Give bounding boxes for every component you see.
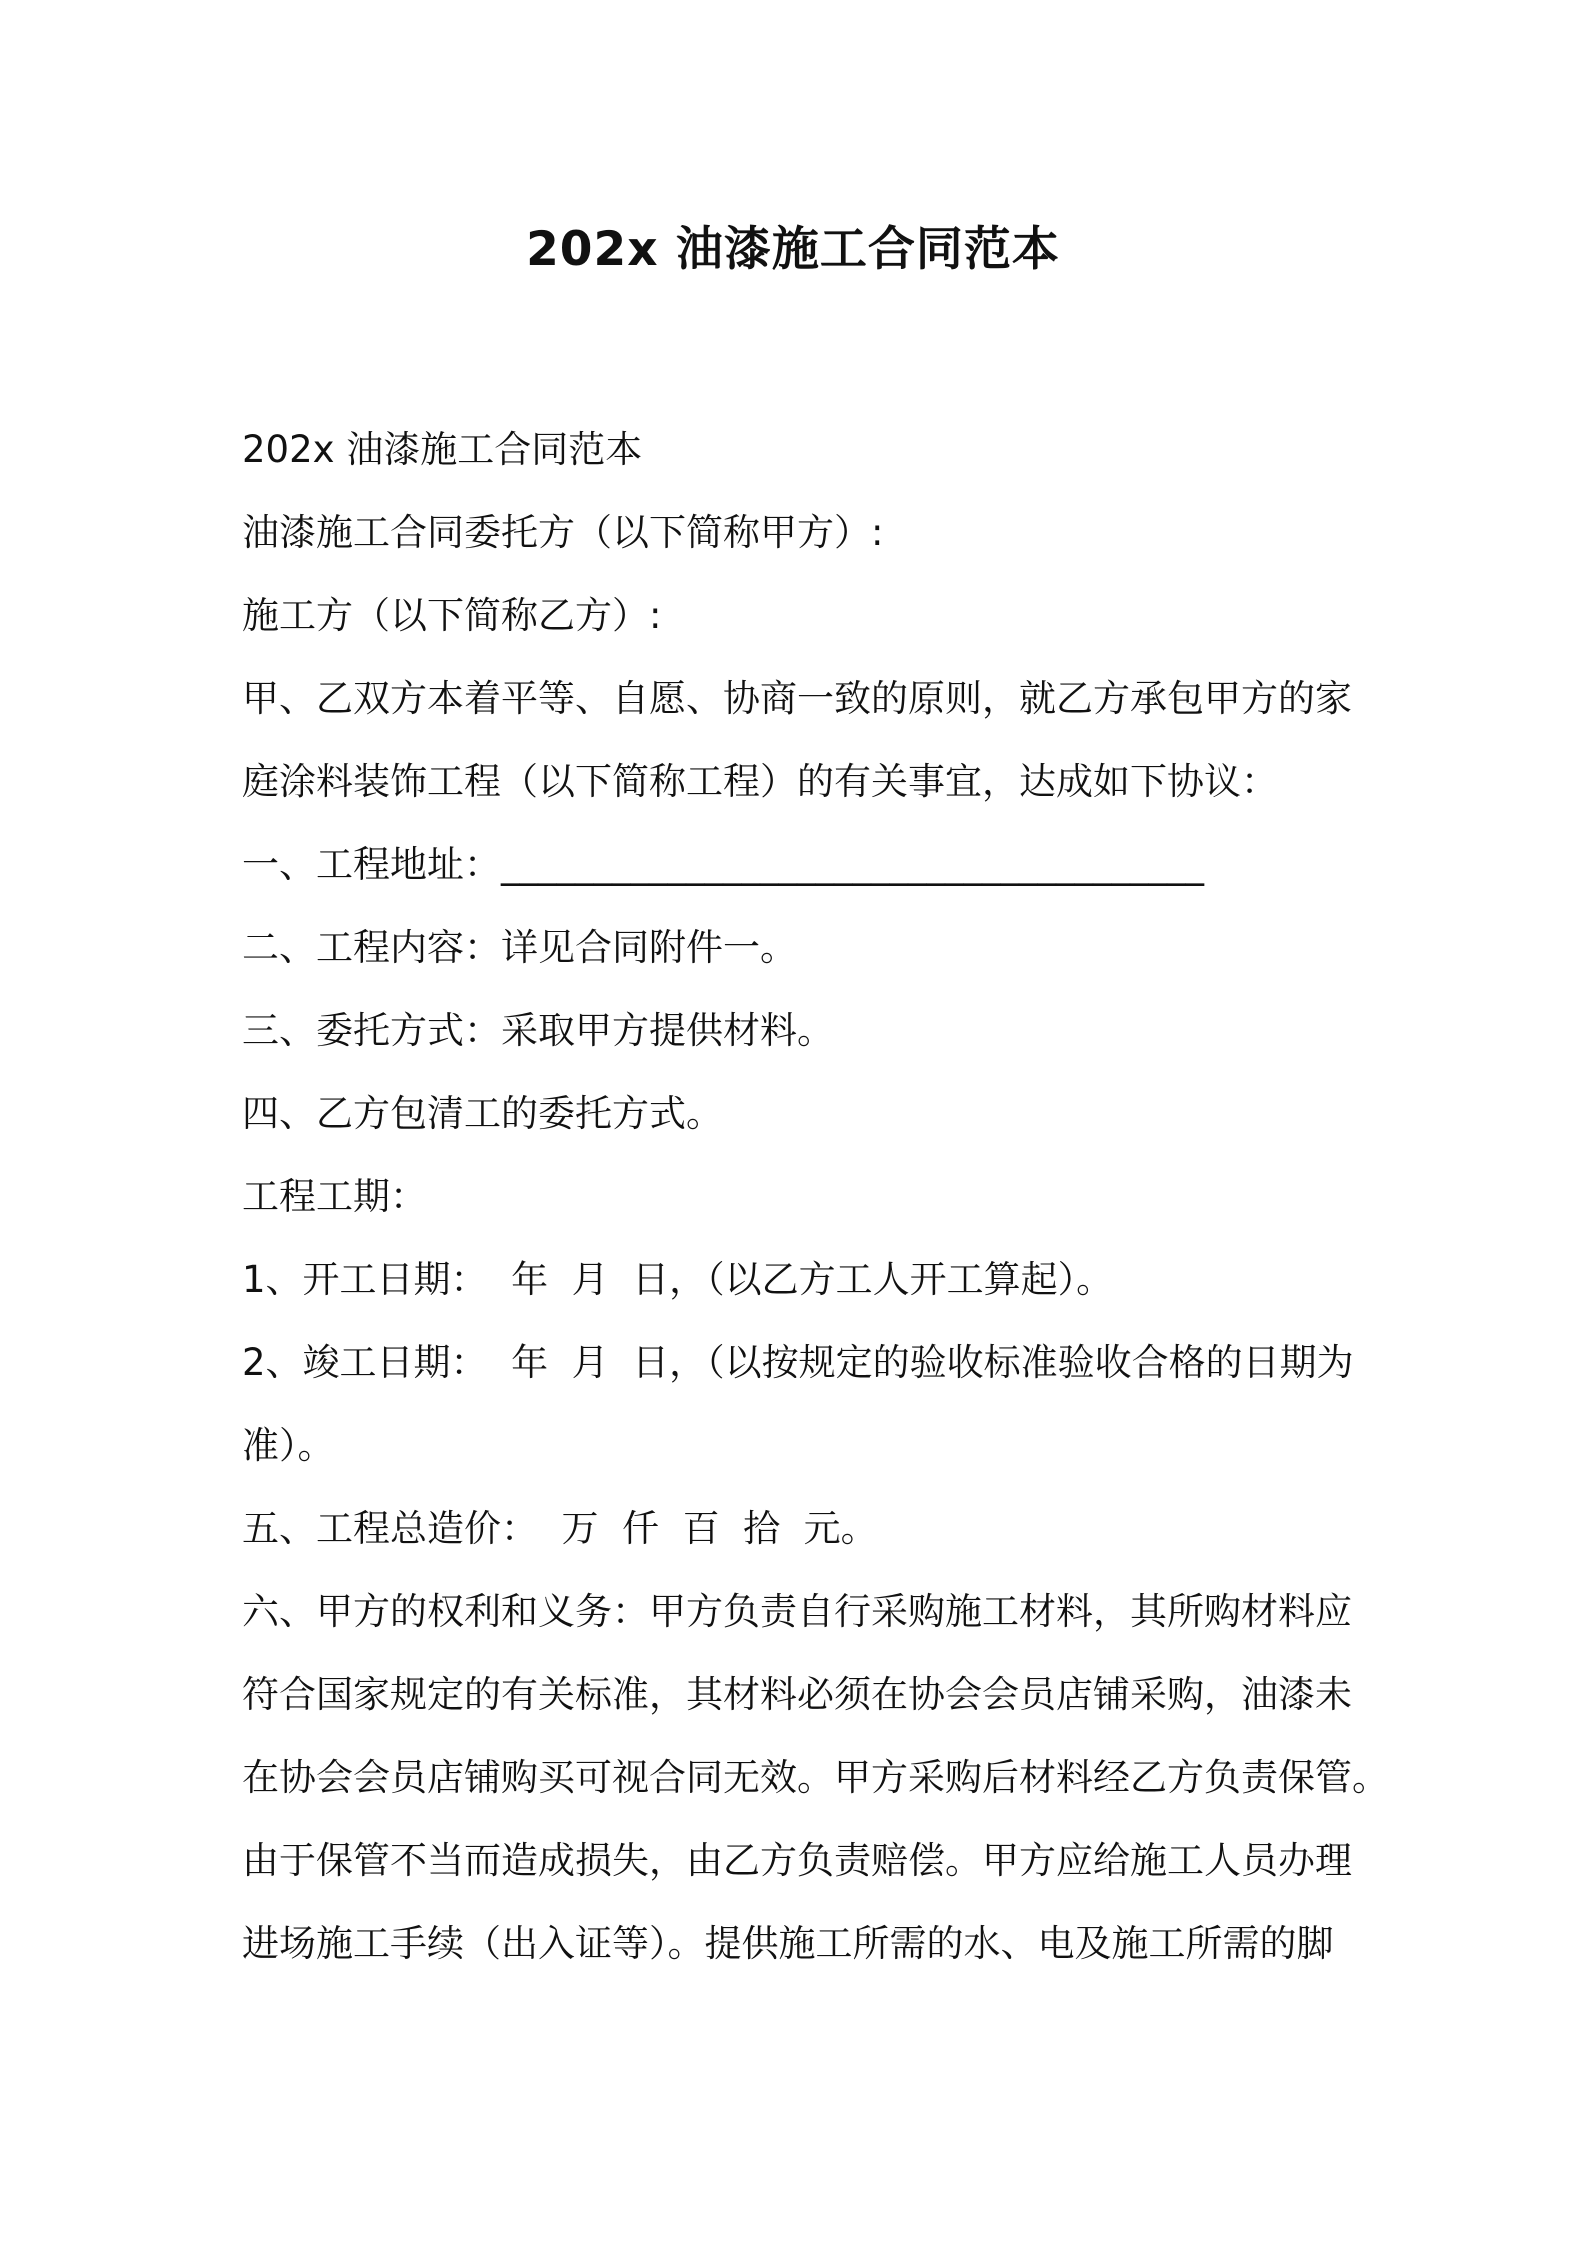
body-line: 由于保管不当而造成损失，由乙方负责赔偿。甲方应给施工人员办理 [242,1839,1352,1882]
body-line: 四、乙方包清工的委托方式。 [242,1092,723,1135]
body-line: 准）。 [242,1424,335,1467]
body-line: 在协会会员店铺购买可视合同无效。甲方采购后材料经乙方负责保管。 [242,1756,1389,1799]
body-line: 一、工程地址：______________________________________ [242,843,1204,886]
body-line: 油漆施工合同委托方（以下简称甲方）: [242,511,884,554]
body-line: 六、甲方的权利和义务：甲方负责自行采购施工材料，其所购材料应 [242,1590,1352,1633]
body-line: 2、竣工日期： 年 月 日，（以按规定的验收标准验收合格的日期为 [242,1341,1354,1384]
body-line: 1、开工日期： 年 月 日，（以乙方工人开工算起）。 [242,1258,1114,1301]
body-line: 施工方（以下简称乙方）: [242,594,662,637]
body-line: 进场施工手续（出入证等）。提供施工所需的水、电及施工所需的脚 [242,1922,1334,1965]
body-line: 庭涂料装饰工程（以下简称工程）的有关事宜，达成如下协议： [242,760,1278,803]
body-line: 二、工程内容：详见合同附件一。 [242,926,797,969]
body-line: 三、委托方式：采取甲方提供材料。 [242,1009,834,1052]
body-line: 甲、乙双方本着平等、自愿、协商一致的原则，就乙方承包甲方的家 [242,677,1352,720]
body-line: 工程工期： [242,1175,427,1218]
body-line: 202x 油漆施工合同范本 [242,428,643,471]
document-body [242,408,1389,1985]
body-line: 五、工程总造价： 万 仟 百 拾 元。 [242,1507,878,1550]
body-line: 符合国家规定的有关标准，其材料必须在协会会员店铺采购，油漆未 [242,1673,1352,1716]
document-title: 202x 油漆施工合同范本 [526,222,1060,277]
